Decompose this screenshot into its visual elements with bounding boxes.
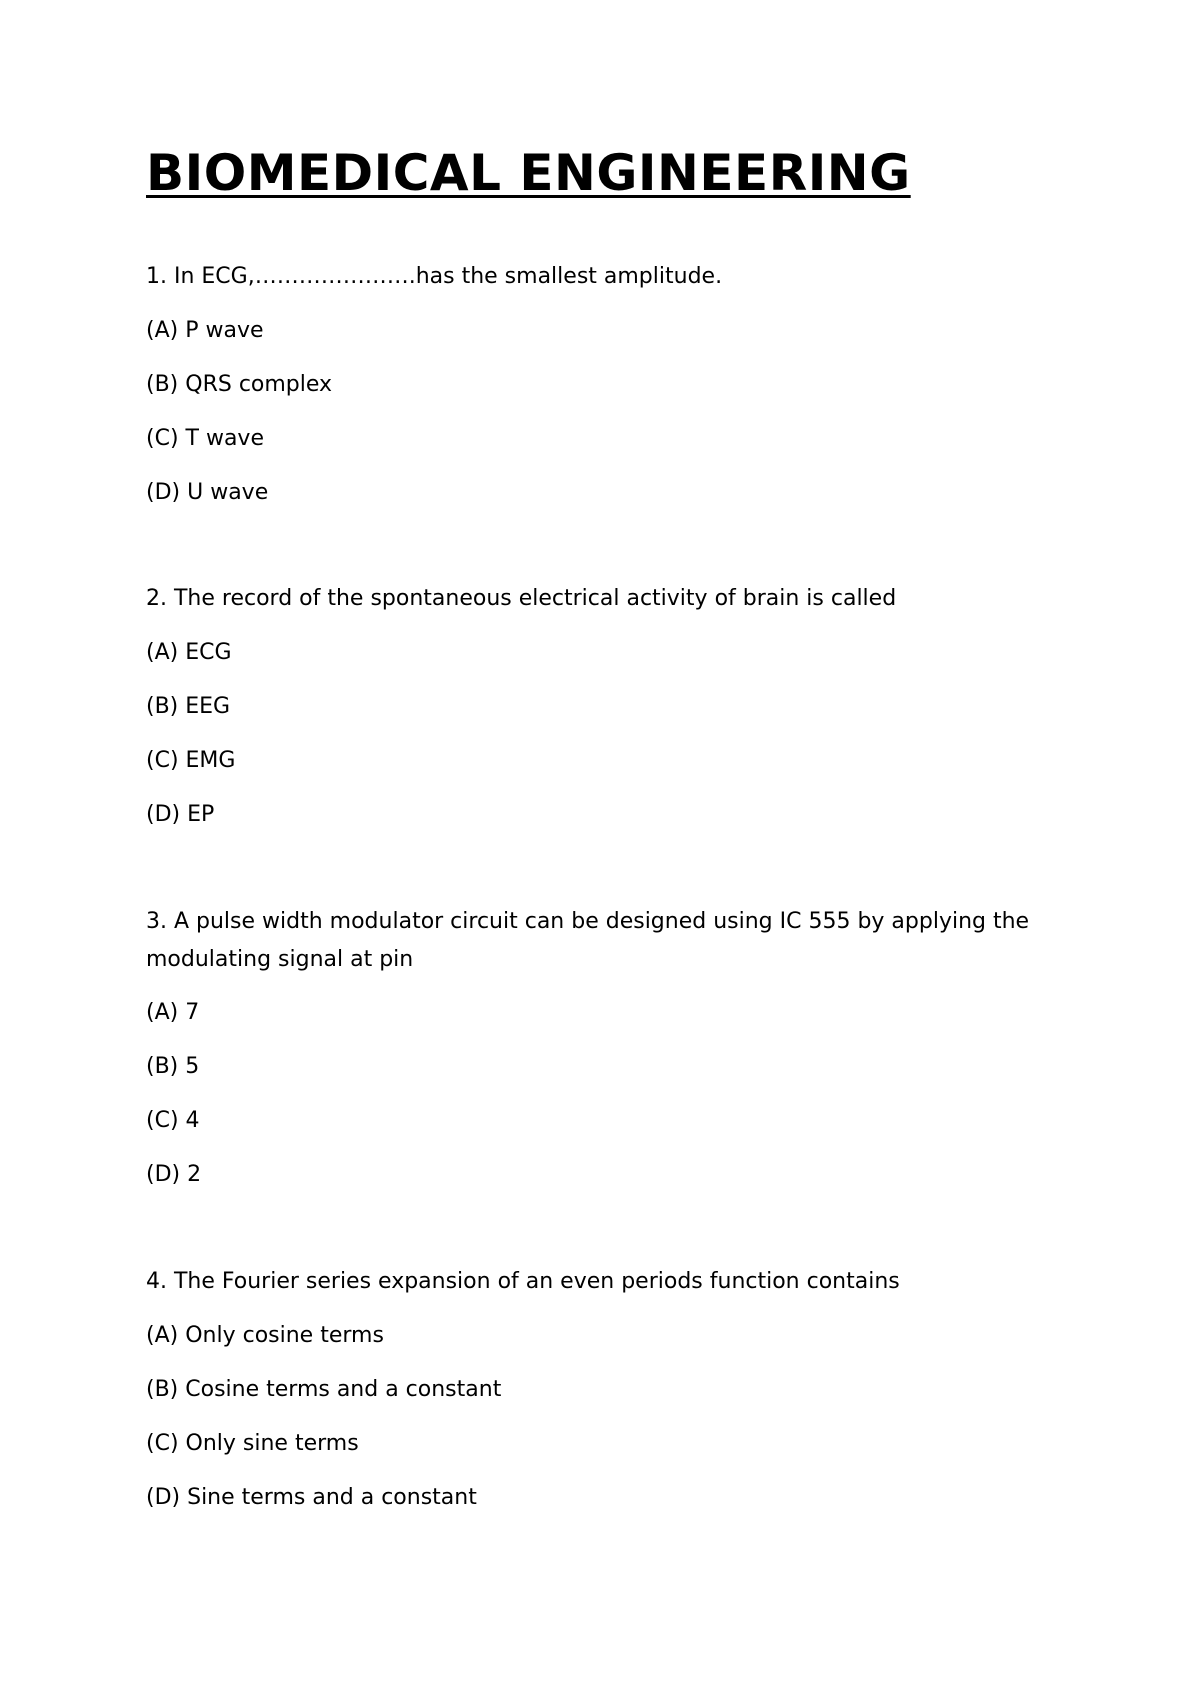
question-3-option-c: (C) 4 — [146, 1108, 200, 1133]
question-1-option-c: (C) T wave — [146, 426, 264, 451]
question-2-option-a: (A) ECG — [146, 640, 232, 665]
question-3-text: 3. A pulse width modulator circuit can be designed using IC 555 by applying the — [146, 909, 1030, 934]
question-4-option-a: (A) Only cosine terms — [146, 1323, 384, 1348]
question-1-option-b: (B) QRS complex — [146, 372, 333, 397]
question-2-option-b: (B) EEG — [146, 694, 231, 719]
question-4-option-d: (D) Sine terms and a constant — [146, 1485, 477, 1510]
question-3-option-a: (A) 7 — [146, 1000, 200, 1025]
page-title: BIOMEDICAL ENGINEERING — [146, 144, 911, 202]
question-2-option-c: (C) EMG — [146, 748, 236, 773]
question-3-text-continued: modulating signal at pin — [146, 947, 414, 972]
question-1-option-d: (D) U wave — [146, 480, 269, 505]
question-1-text: 1. In ECG,………………….has the smallest amplitude. — [146, 264, 723, 289]
question-4-option-b: (B) Cosine terms and a constant — [146, 1377, 502, 1402]
question-1-option-a: (A) P wave — [146, 318, 264, 343]
question-4-text: 4. The Fourier series expansion of an even periods function contains — [146, 1269, 900, 1294]
question-2-text: 2. The record of the spontaneous electrical activity of brain is called — [146, 586, 897, 611]
question-4-option-c: (C) Only sine terms — [146, 1431, 359, 1456]
question-3-option-d: (D) 2 — [146, 1162, 202, 1187]
question-2-option-d: (D) EP — [146, 802, 215, 827]
question-3-option-b: (B) 5 — [146, 1054, 200, 1079]
